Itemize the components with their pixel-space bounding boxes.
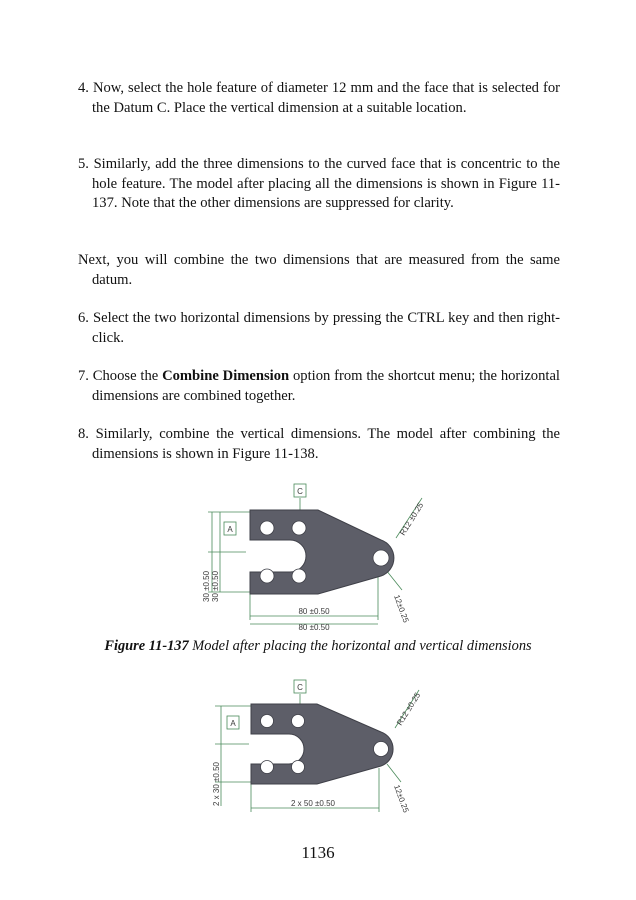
horizontal-dimension-combined: 2 x 50 ±0.50	[291, 799, 335, 808]
step-7-text-end: option from the shortcut menu; the horizontal dimensions are combined together.	[92, 368, 560, 404]
step-7-text-start: 7. Choose the	[78, 368, 163, 384]
combine-dimension-term: Combine Dimension	[162, 368, 290, 384]
vertical-dimension-2: 30 ±0.50	[211, 570, 220, 602]
datum-a-label-2: A	[230, 719, 236, 728]
figure-11-137-drawing	[190, 478, 450, 634]
radius-dimension-2: R12 ±0.25	[395, 691, 423, 728]
horizontal-dimension-1: 80 ±0.50	[298, 607, 330, 616]
datum-c-label-2: C	[297, 683, 303, 692]
vertical-dimension-1: 30 ±0.50	[202, 570, 211, 602]
step-6-paragraph: 6. Select the two horizontal dimensions by pressing the CTRL key and then right-click.	[78, 310, 560, 346]
datum-c-label: C	[297, 487, 303, 496]
step-7-paragraph	[78, 367, 560, 406]
diameter-dimension-2: 12±0.25	[392, 783, 411, 814]
caption-label: Figure 11-137	[104, 638, 189, 654]
horizontal-dimension-2: 80 ±0.50	[298, 623, 330, 632]
next-paragraph: Next, you will combine the two dimensions that are measured from the same datum.	[78, 252, 560, 288]
diameter-dimension: 12±0.25	[392, 593, 411, 624]
figure-11-138-drawing	[205, 674, 435, 820]
step-8-paragraph: 8. Similarly, combine the vertical dimensions. The model after combining the dimensions is shown in Figure 11-138.	[78, 426, 560, 462]
figure-11-138	[205, 674, 435, 820]
datum-a-label: A	[227, 525, 233, 534]
figure-11-137	[190, 478, 450, 634]
page-number: 1136	[301, 843, 335, 862]
part-outline-2	[251, 704, 393, 784]
vertical-dimension-combined: 2 x 30 ±0.50	[212, 762, 221, 806]
step-5-paragraph: 5. Similarly, add the three dimensions to the curved face that is concentric to the hole feature. The model after placing all the dimensions is shown in Figure 11-137. Note that the other dimensions are suppressed for clarity.	[78, 156, 560, 211]
radius-dimension: R12 ±0.25	[398, 501, 426, 538]
step-4-paragraph: 4. Now, select the hole feature of diameter 12 mm and the face that is selected for the Datum C. Place the vertical dimension at a suitable location.	[78, 80, 560, 116]
caption-text: Model after placing the horizontal and vertical dimensions	[188, 638, 532, 654]
figure-11-137-caption	[0, 638, 636, 655]
